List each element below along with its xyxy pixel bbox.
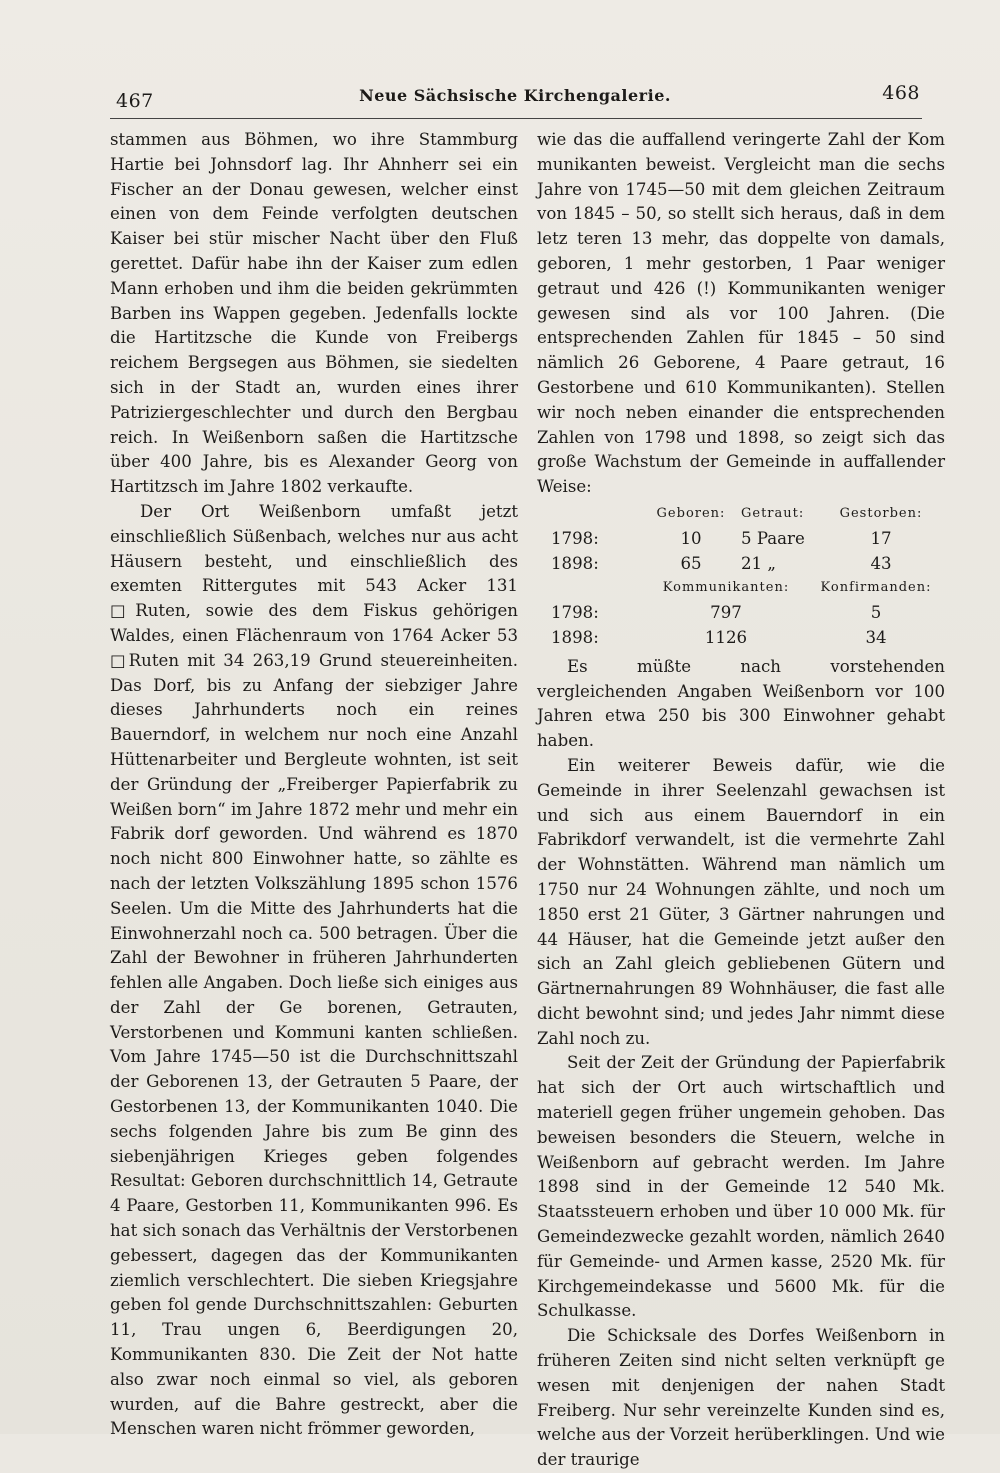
- paragraph: [110, 500, 518, 1442]
- text-line: getraut, 16 Gestorbene und 610 Kommunikanten).: [537, 353, 945, 397]
- text-line: gegen früher ungemein gehoben. Das beweisen: [537, 1103, 945, 1147]
- paragraph: [537, 754, 945, 1052]
- stats-row: [537, 626, 945, 651]
- text-line: von 1745—50 mit dem gleichen Zeitraum von: [537, 179, 945, 224]
- text-line: Gründung der „Freiberger Papierfabrik zu Weißen: [110, 774, 518, 819]
- text-line: kanten schließen. Vom Jahre 1745—50 ist die: [110, 1022, 519, 1067]
- text-line: an der Donau gewesen, welcher einst einen von: [110, 179, 518, 224]
- text-line: vor 100 Jahren. (Die entsprechenden Zahlen für: [537, 303, 945, 348]
- text-line: dorf geworden. Und während es 1870 noch nicht: [110, 824, 518, 869]
- paragraph: [110, 128, 518, 500]
- text-line: in ihrer Seelenzahl gewachsen ist und sich aus: [537, 780, 946, 825]
- text-line: man nämlich um 1750 nur 24 Wohnungen zählte,: [537, 855, 945, 899]
- stats-cell: 10: [680, 528, 702, 548]
- stats-cell: 1126: [704, 627, 748, 647]
- text-line: besonders die Steuern, welche in Weißenborn auf: [537, 1127, 945, 1172]
- stats-col-header: Geboren:: [656, 505, 726, 521]
- text-line: Süßenbach, welches nur aus acht Häusern besteht,: [110, 526, 519, 571]
- stats-row: [537, 527, 945, 552]
- stats-header-row: [537, 502, 945, 527]
- text-line: borenen, Getrauten, Verstorbenen und Kommuni: [110, 997, 518, 1042]
- stats-col-header: Getraut:: [741, 505, 805, 521]
- text-line: Durchschnittszahl der Geborenen 13, der Getrauten: [110, 1047, 518, 1092]
- text-line: Die Schicksale des Dorfes Weißenborn in: [567, 1326, 945, 1346]
- text-line: Zahlen von 1798 und 1898, so zeigt sich das: [537, 427, 945, 447]
- text-line: Der Ort Weißenborn umfaßt jetzt einschließlich: [110, 501, 518, 546]
- stats-year: 1898:: [551, 627, 599, 647]
- stats-cell: 797: [710, 603, 742, 623]
- text-line: Vorzeit herüberklingen. Und wie der traurige: [537, 1425, 945, 1470]
- paragraph: [537, 1324, 945, 1473]
- text-line: Gemeinde 12 540 Mk. Staatssteuern erhoben und: [537, 1177, 945, 1222]
- stats-cell: 5 Paare: [741, 528, 805, 548]
- text-line: Fiskus gehörigen Waldes, einen Flächenraum von: [110, 601, 518, 645]
- paragraph: [537, 655, 945, 754]
- text-line: siebziger Jahre dieses Jahrhunderts noch ein reines: [110, 675, 518, 720]
- text-line: Seit der Zeit der Gründung der Papierfabrik: [567, 1053, 945, 1073]
- text-line: gende Durchschnittszahlen: Geburten 11, Trau: [110, 1295, 518, 1340]
- text-line: 1040. Die sechs folgenden Jahre bis zum Be: [110, 1097, 518, 1141]
- left-column: [110, 128, 518, 1442]
- text-line: habe ihn der Kaiser zum edlen Mann erhoben und: [110, 253, 518, 298]
- text-line: jetzt außer den sich an Zahl gleich gebliebenen: [537, 929, 945, 974]
- text-line: mischer Nacht über den Fluß gerettet. Dafür: [110, 229, 518, 273]
- text-line: Es müßte nach vorstehenden vergleichenden: [537, 656, 945, 701]
- text-line: aber die Menschen waren nicht frömmer geworden,: [110, 1394, 518, 1439]
- stats-col-header: Gestorben:: [839, 505, 923, 521]
- text-line: 1802 verkaufte.: [280, 477, 414, 497]
- text-line: 4 Paare, Gestorben 11, Kommunikanten 996. Es: [110, 1196, 518, 1216]
- stats-cell: 65: [680, 553, 702, 573]
- text-line: bei Johnsdorf lag. Ihr Ahnherr sei ein Fischer: [110, 154, 518, 199]
- text-line: 1 mehr gestorben, 1 Paar weniger getraut und: [537, 253, 945, 298]
- text-line: Hüttenarbeiter und Bergleute wohnten, ist seit der: [110, 749, 518, 794]
- stats-row: [537, 601, 945, 626]
- text-line: 800 Einwohner hatte, so zählte es nach der letzten: [110, 849, 518, 893]
- text-line: und einschließlich des exemten Rittergutes mit: [110, 551, 518, 596]
- stats-header-row: [537, 576, 945, 601]
- text-line: 1764 Acker 53 □Ruten mit 34 263,19 Grund: [110, 625, 519, 670]
- stats-cell: 34: [865, 627, 887, 647]
- stats-cell: 43: [870, 553, 892, 573]
- text-line: Angaben Weißenborn vor 100 Jahren etwa 250: [537, 681, 946, 726]
- text-line: hat sich sonach das Verhältnis der Verstorbenen: [110, 1221, 518, 1241]
- left-page-number: 467: [116, 90, 154, 112]
- text-line: Volkszählung 1895 schon 1576 Seelen. Um die: [110, 873, 518, 918]
- text-line: stammen aus Böhmen, wo ihre Stammburg Hartie: [110, 130, 518, 174]
- running-title: Neue Sächsische Kirchengalerie.: [359, 86, 671, 105]
- text-line: wie das die auffallend veringerte Zahl der Kom: [537, 130, 945, 149]
- stats-cell: 21 „: [741, 553, 776, 573]
- text-line: in früheren Jahrhunderten fehlen alle Angaben.: [110, 948, 518, 993]
- text-line: ca. 500 betragen. Über die Zahl der Bewohner: [110, 923, 519, 968]
- text-line: wesen mit denjenigen der nahen Stadt Freiberg.: [537, 1375, 945, 1420]
- text-line: gebracht werden. Im Jahre 1898 sind in der: [537, 1152, 945, 1197]
- text-line: Weise:: [537, 477, 592, 497]
- header-rule: [110, 118, 922, 119]
- text-line: über 10 000 Mk. für Gemeindezwecke gezahlt: [537, 1202, 945, 1247]
- page-header: [110, 80, 920, 114]
- text-line: viel, als geboren wurden, auf die Bahre gestreckt,: [110, 1369, 518, 1414]
- text-line: gegeben. Jedenfalls lockte die Hartitzsche die Kunde: [110, 303, 518, 348]
- text-line: munikanten beweist. Vergleicht man die sechs Jahre: [537, 154, 945, 199]
- text-line: Patriziergeschlechter und durch den Bergbau reich.: [110, 402, 518, 447]
- text-line: worden, nämlich 2640 für Gemeinde- und Armen: [537, 1227, 945, 1271]
- text-line: dem Feinde verfolgten deutschen Kaiser bei stür: [110, 204, 518, 249]
- text-line: 5 Paare, der Gestorbenen 13, der Kommunikanten: [110, 1072, 518, 1117]
- stats-year: 1798:: [551, 528, 599, 548]
- text-line: verschlechtert. Die sieben Kriegsjahre geben fol: [110, 1270, 518, 1315]
- text-line: siedelten sich in der Stadt an, wurden eines ihrer: [110, 353, 518, 397]
- text-line: Doch ließe sich einiges aus der Zahl der Ge: [110, 973, 518, 1017]
- text-line: 1845 – 50 sind nämlich 26 Geborene, 4 Paare: [537, 328, 945, 373]
- stats-cell: 5: [870, 603, 882, 623]
- text-line: Mitte des Jahrhunderts hat die Einwohnerzahl noch: [110, 898, 518, 943]
- text-line: Bauerndorf, in welchem nur noch eine Anzahl: [110, 725, 518, 745]
- text-line: von Freibergs reichem Bergsegen aus Böhmen, sie: [110, 328, 518, 373]
- stats-col-header: Kommunikanten:: [662, 580, 790, 596]
- paragraph: [537, 128, 945, 500]
- text-line: Die Zeit der Not hatte also zwar noch einmal so: [110, 1345, 518, 1389]
- text-line: ungen 6, Beerdigungen 20, Kommunikanten 830.: [110, 1320, 519, 1365]
- paragraph: [537, 1051, 945, 1324]
- stats-col-header: Konfirmanden:: [820, 580, 932, 596]
- text-line: kasse, 2520 Mk. für Kirchgemeindekasse und 5600 Mk.: [537, 1251, 945, 1296]
- text-line: Resultat: Geboren durchschnittlich 14, Getraute: [110, 1171, 518, 1191]
- text-line: nimmt diese Zahl noch zu.: [537, 1003, 945, 1048]
- text-line: In Weißenborn saßen die Hartitzsche über 400 Jahre,: [110, 427, 519, 472]
- stats-row: [537, 552, 945, 577]
- stats-year: 1898:: [551, 553, 599, 573]
- text-line: Stellen wir noch neben einander die entsprechenden: [537, 377, 945, 422]
- text-line: die fast alle dicht bewohnt sind; und jedes Jahr: [537, 979, 945, 1023]
- text-line: und noch um 1850 erst 21 Güter, 3 Gärtner: [537, 879, 945, 924]
- statistics-table: [537, 502, 945, 651]
- text-line: hat sich der Ort auch wirtschaftlich und materiell: [537, 1078, 945, 1123]
- text-line: Ein weiterer Beweis dafür, wie die Gemeinde: [537, 755, 945, 800]
- right-column: [537, 128, 945, 1473]
- text-line: ginn des siebenjährigen Krieges geben folgendes: [110, 1121, 519, 1166]
- text-line: früheren Zeiten sind nicht selten verknüpft ge: [537, 1351, 945, 1371]
- text-line: große Wachstum der Gemeinde in auffallender: [537, 452, 945, 472]
- text-line: 426 (!) Kommunikanten weniger gewesen sind als: [537, 278, 945, 323]
- text-line: bis 300 Einwohner gehabt haben.: [537, 706, 945, 751]
- stats-year: 1798:: [551, 603, 599, 623]
- text-line: born“ im Jahre 1872 mehr und mehr ein Fabrik: [110, 799, 518, 844]
- text-line: 1845 – 50, so stellt sich heraus, daß in dem letz: [537, 204, 945, 249]
- text-line: für die Schulkasse.: [537, 1276, 945, 1321]
- text-line: einem Bauerndorf in ein Fabrikdorf verwandelt,: [537, 805, 945, 850]
- text-line: Nur sehr vereinzelte Kunden sind es, welche aus der: [537, 1400, 946, 1445]
- text-line: Gütern und Gärtnernahrungen 89 Wohnhäuser,: [537, 954, 945, 999]
- text-line: steuereinheiten. Das Dorf, bis zu Anfang der: [110, 650, 518, 695]
- text-line: 543 Acker 131 □Ruten, sowie des dem: [110, 576, 518, 621]
- text-line: ihm die beiden gekrümmten Barben ins Wappen: [110, 278, 518, 323]
- text-line: bis es Alexander Georg von Hartitzsch im Jahre: [110, 452, 518, 497]
- text-line: teren 13 mehr, das doppelte von damals, geboren,: [537, 229, 945, 273]
- text-line: nahrungen und 44 Häuser, hat die Gemeinde: [537, 904, 946, 949]
- right-page-number: 468: [882, 82, 920, 104]
- text-line: gebessert, dagegen das der Kommunikanten ziemlich: [110, 1245, 518, 1290]
- text-line: ist die vermehrte Zahl der Wohnstätten. Während: [537, 830, 945, 875]
- stats-cell: 17: [870, 528, 892, 548]
